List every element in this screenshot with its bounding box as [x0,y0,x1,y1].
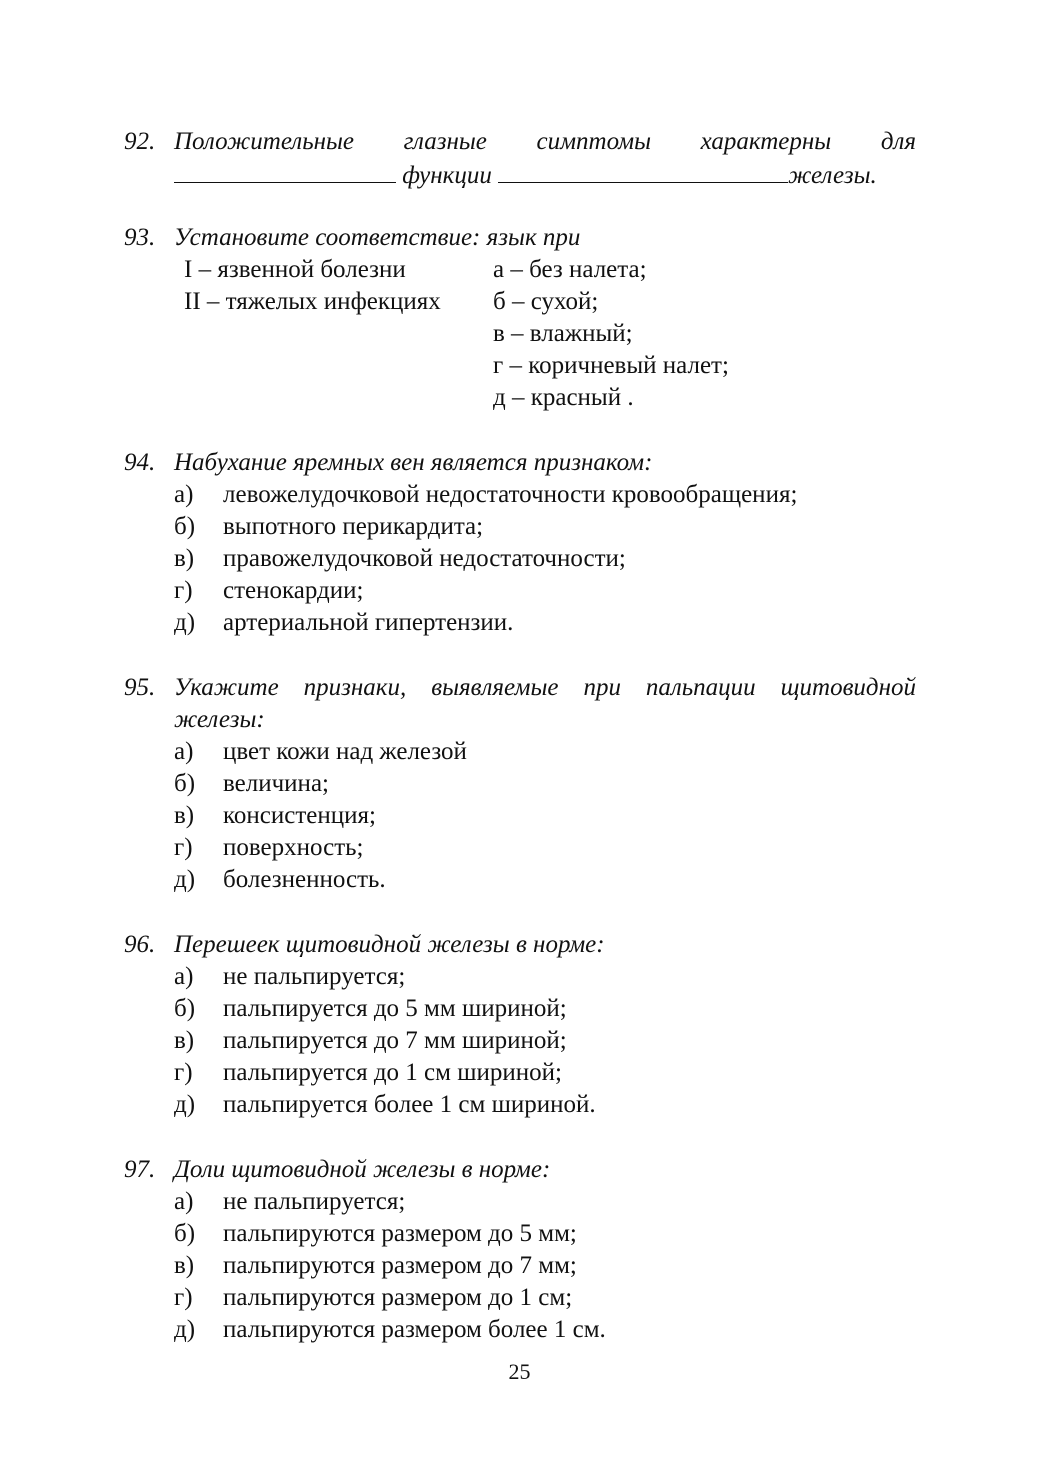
question-stem [174,126,916,158]
option-text: пальпируется до 1 см шириной; [223,1059,562,1086]
option-label: г) [174,577,193,604]
question-stem: Набухание яремных вен является признаком: [174,449,653,476]
match-right-item: д – красный . [493,384,634,411]
option-text: пальпируются размером до 7 мм; [223,1252,577,1279]
option-text: артериальной гипертензии. [223,609,514,636]
option-label: д) [174,866,196,893]
option-text: консистенция; [223,802,376,829]
option-label: г) [174,834,193,861]
option-label: а) [174,963,194,990]
option-text: правожелудочковой недостаточности; [223,545,626,572]
option-label: д) [174,609,196,636]
option-label: д) [174,1316,196,1343]
question-stem [174,672,916,704]
question-number: 93. [124,224,156,251]
option-label: д) [174,1091,196,1118]
match-right-item: в – влажный; [493,320,633,347]
option-text: выпотного перикардита; [223,513,484,540]
stem-word: характерны [700,128,832,155]
stem-word: щитовидной [780,674,916,701]
option-label: б) [174,1220,196,1247]
question-stem: Перешеек щитовидной железы в норме: [174,931,605,958]
option-label: а) [174,481,194,508]
stem-word: симптомы [536,128,652,155]
option-text: болезненность. [223,866,386,893]
option-label: в) [174,802,195,829]
option-label: в) [174,1027,195,1054]
stem-word: глазные [403,128,487,155]
stem-word: железы. [788,162,877,189]
question-number: 95. [124,674,156,701]
option-text: пальпируется до 5 мм шириной; [223,995,567,1022]
option-text: пальпируются размером более 1 см. [223,1316,606,1343]
question-stem-continuation [174,158,877,192]
match-left-item: II – тяжелых инфекциях [184,288,441,315]
match-right-item: б – сухой; [493,288,599,315]
match-right-item: г – коричневый налет; [493,352,729,379]
option-label: в) [174,1252,195,1279]
question-number: 97. [124,1156,156,1183]
page-number: 25 [508,1359,531,1384]
option-label: г) [174,1284,193,1311]
question-number: 94. [124,449,156,476]
answer-blank[interactable] [174,158,396,183]
stem-word: для [880,128,916,155]
option-text: не пальпируется; [223,963,406,990]
option-text: пальпируется более 1 см шириной. [223,1091,596,1118]
stem-word: пальпации [645,674,756,701]
stem-word: выявляемые [431,674,559,701]
match-left-item: I – язвенной болезни [184,256,406,283]
option-text: пальпируются размером до 1 см; [223,1284,573,1311]
option-text: не пальпируется; [223,1188,406,1215]
question-stem-continuation: железы: [174,706,265,733]
answer-blank[interactable] [498,158,788,183]
question-number: 96. [124,931,156,958]
stem-word: при [583,674,621,701]
option-label: б) [174,995,196,1022]
option-label: б) [174,513,196,540]
stem-word: Положительные [174,128,355,155]
stem-word: Укажите [174,674,279,701]
option-label: в) [174,545,195,572]
option-text: стенокардии; [223,577,364,604]
question-number: 92. [124,128,156,155]
stem-word: функции [402,162,492,189]
option-label: а) [174,1188,194,1215]
question-stem: Доли щитовидной железы в норме: [174,1156,551,1183]
option-text: величина; [223,770,329,797]
option-text: поверхность; [223,834,364,861]
option-label: а) [174,738,194,765]
stem-word: признаки, [303,674,407,701]
option-text: цвет кожи над железой [223,738,467,765]
option-label: г) [174,1059,193,1086]
question-stem: Установите соответствие: язык при [174,224,581,251]
option-label: б) [174,770,196,797]
match-right-item: а – без налета; [493,256,647,283]
option-text: левожелудочковой недостаточности кровообращения; [223,481,798,508]
option-text: пальпируется до 7 мм шириной; [223,1027,567,1054]
option-text: пальпируются размером до 5 мм; [223,1220,577,1247]
